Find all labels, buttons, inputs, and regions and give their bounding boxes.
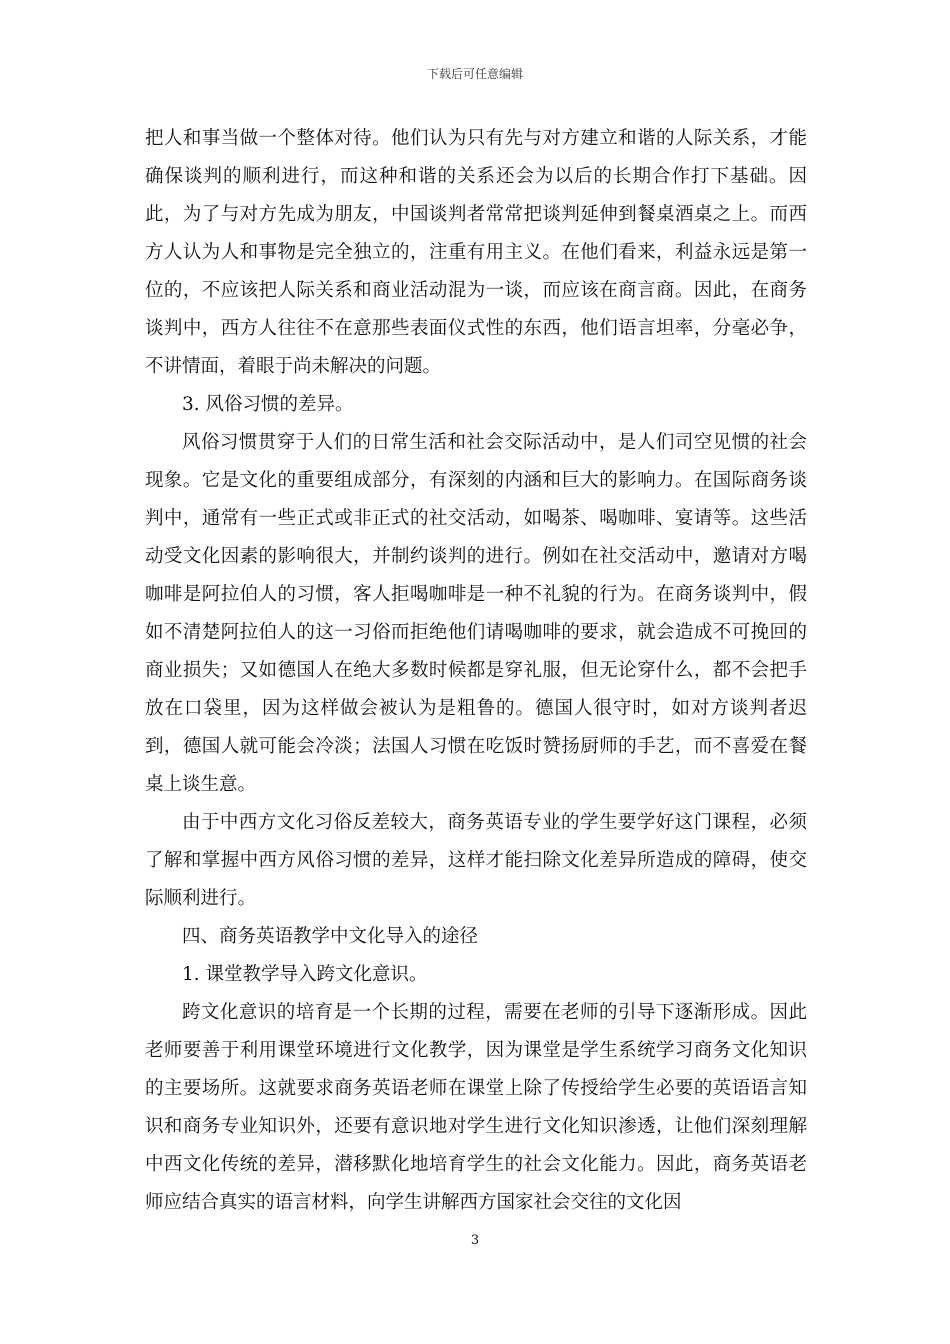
document-body [145,120,807,1222]
paragraph-1: 把人和事当做一个整体对待。他们认为只有先与对方建立和谐的人际关系，才能确保谈判的顺利进行，而这种和谐的关系还会为以后的长期合作打下基础。因此，为了与对方先成为朋友，中国谈判者常常把谈判延伸到餐桌酒桌之上。而西方人认为人和事物是完全独立的，注重有用主义。在他们看来，利益永远是第一位的，不应该把人际关系和商业活动混为一谈，而应该在商言商。因此，在商务谈判中，西方人往往不在意那些表面仪式性的东西，他们语言坦率，分毫必争，不讲情面，着眼于尚未解决的问题。 [145,128,807,377]
page-header: 下载后可任意编辑 [426,67,523,81]
paragraph-customs: 风俗习惯贯穿于人们的日常生活和社会交际活动中，是人们司空见惯的社会现象。它是文化的重要组成部分，有深刻的内涵和巨大的影响力。在国际商务谈判中，通常有一些正式或非正式的社交活动，如喝茶、喝咖啡、宴请等。这些活动受文化因素的影响很大，并制约谈判的进行。例如在社交活动中，邀请对方喝咖啡是阿拉伯人的习惯，客人拒喝咖啡是一种不礼貌的行为。在商务谈判中，假如不清楚阿拉伯人的这一习俗而拒绝他们请喝咖啡的要求，就会造成不可挽回的商业损失；又如德国人在绝大多数时候都是穿礼服，但无论穿什么，都不会把手放在口袋里，因为这样做会被认为是粗鲁的。德国人很守时，如对方谈判者迟到，德国人就可能会冷淡；法国人习惯在吃饭时赞扬厨师的手艺，而不喜爱在餐桌上谈生意。 [145,432,807,795]
section-heading-four: 四、商务英语教学中文化导入的途径 [182,926,479,947]
page-number: 3 [470,1233,480,1248]
paragraph-classroom: 跨文化意识的培育是一个长期的过程，需要在老师的引导下逐渐形成。因此老师要善于利用课堂环境进行文化教学，因为课堂是学生系统学习商务文化知识的主要场所。这就要求商务英语老师在课堂上除了传授给学生必要的英语语言知识和商务专业知识外，还要有意识地对学生进行文化知识渗透，让他们深刻理解中西文化传统的差异，潜移默化地培育学生的社会文化能力。因此，商务英语老师应结合真实的语言材料，向学生讲解西方国家社会交往的文化因 [145,1002,807,1213]
subheading-classroom: 1. 课堂教学导入跨文化意识。 [182,964,428,985]
paragraph-conclusion: 由于中西方文化习俗反差较大，商务英语专业的学生要学好这门课程，必须了解和掌握中西方风俗习惯的差异，这样才能扫除文化差异所造成的障碍，使交际顺利进行。 [145,812,807,909]
section-heading-customs: 3. 风俗习惯的差异。 [182,394,354,415]
